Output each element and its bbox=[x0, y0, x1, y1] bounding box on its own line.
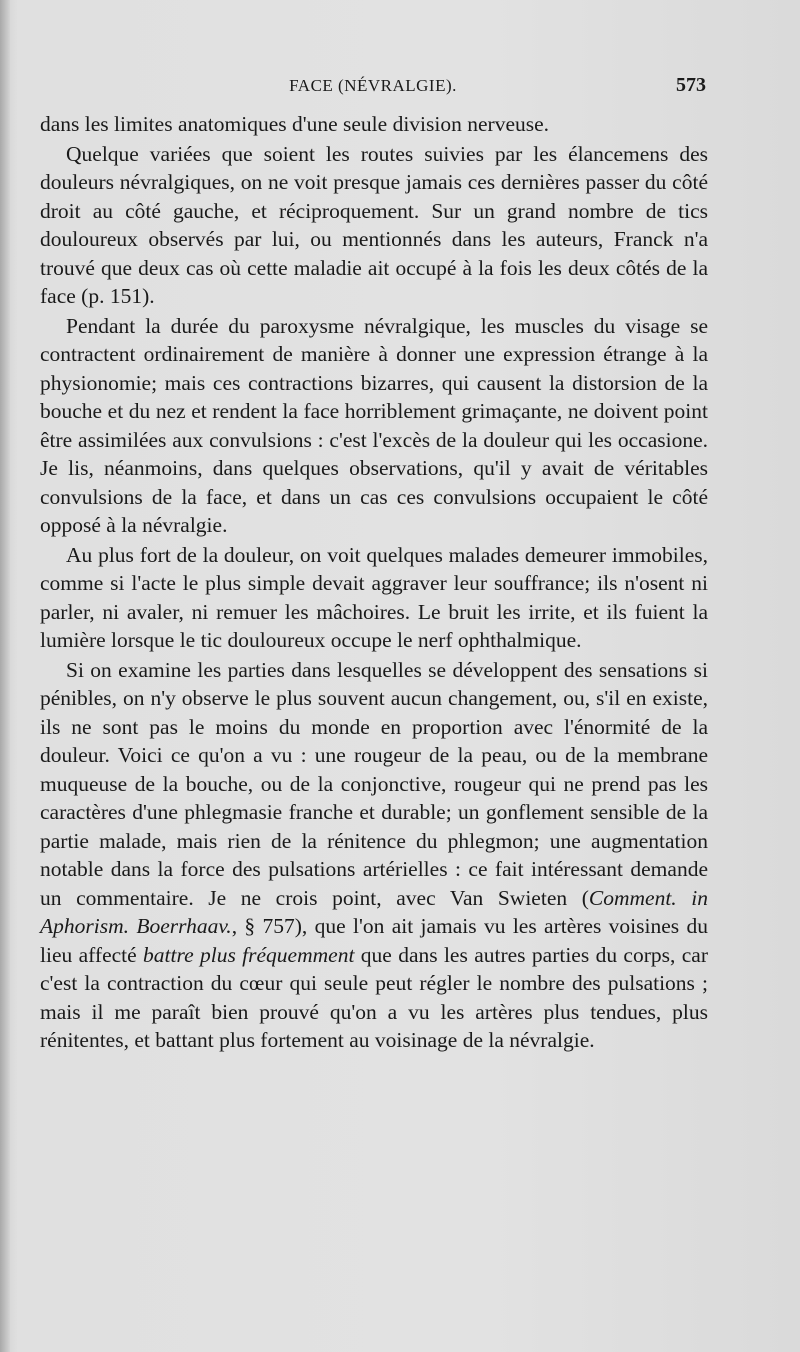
paragraph bbox=[40, 140, 708, 311]
text-run: dans les limites anatomiques d'une seule division nerveuse. bbox=[40, 112, 550, 136]
paragraph bbox=[40, 541, 708, 655]
page-number: 573 bbox=[676, 74, 706, 96]
running-title: FACE (NÉVRALGIE). bbox=[289, 76, 457, 95]
text-run: , § 757), que l'on ait jamais vu les artères voisines du lieu affecté bbox=[40, 914, 708, 967]
text-run: Pendant la durée du paroxysme névralgique, les muscles du visage se contractent ordinairement de manière à donner une expression étrange à la physionomie; mais ces contractions bizarres, qui causent la distorsion de la bouche et du nez et rendent la face horriblement grimaçante, ne doivent point être assimilées aux convulsions : c'est l'excès de la douleur qui les occasione. Je lis, néanmoins, dans quelques observations, qu'il y avait de véritables convulsions de la face, et dans un cas ces convulsions occupaient le côté opposé à la névralgie. bbox=[40, 313, 708, 537]
italic-text: Comment. in Aphorism. Boerrhaav. bbox=[40, 885, 708, 938]
paragraph bbox=[40, 312, 708, 540]
text-run: que dans les autres parties du corps, car c'est la contraction du cœur qui seule peut régler le nombre des pulsations ; mais il me paraît bien prouvé qu'on a vu les artères plus tendues, plus rénitentes, et battant plus fortement au voisinage de la névralgie. bbox=[40, 942, 708, 1052]
italic-text: battre plus fréquemment bbox=[143, 942, 355, 967]
body-text bbox=[40, 110, 708, 1055]
text-run: Quelque variées que soient les routes suivies par les élancemens des douleurs névralgiques, on ne voit presque jamais ces dernières passer du côté droit au côté gauche, et réciproquement. Sur un grand nombre de tics douloureux observés par lui, ou mentionnés dans les auteurs, Franck n'a trouvé que deux cas où cette maladie ait occupé à la fois les deux côtés de la face (p. 151). bbox=[40, 141, 708, 308]
page-header bbox=[40, 76, 706, 104]
paragraph bbox=[40, 656, 708, 1055]
paragraph bbox=[40, 110, 708, 139]
text-run: Si on examine les parties dans lesquelles se développent des sensations si pénibles, on n'y observe le plus souvent aucun changement, ou, s'il en existe, ils ne sont pas le moins du monde en proportion avec l'énormité de la douleur. Voici ce qu'on a vu : une rougeur de la peau, ou de la membrane muqueuse de la bouche, ou de la conjonctive, rougeur qui ne prend pas les caractères d'une phlegmasie franche et durable; un gonflement sensible de la partie malade, mais rien de la rénitence du phlegmon; une augmentation notable dans la force des pulsations artérielles : ce fait intéressant demande un commentaire. Je ne crois point, avec Van Swieten ( bbox=[40, 657, 708, 910]
text-run: Au plus fort de la douleur, on voit quelques malades demeurer immobiles, comme si l'acte le plus simple devait aggraver leur souffrance; ils n'osent ni parler, ni avaler, ni remuer les mâchoires. Le bruit les irrite, et ils fuient la lumière lorsque le tic douloureux occupe le nerf ophthalmique. bbox=[40, 542, 708, 652]
page-edge-shadow bbox=[0, 0, 10, 1352]
